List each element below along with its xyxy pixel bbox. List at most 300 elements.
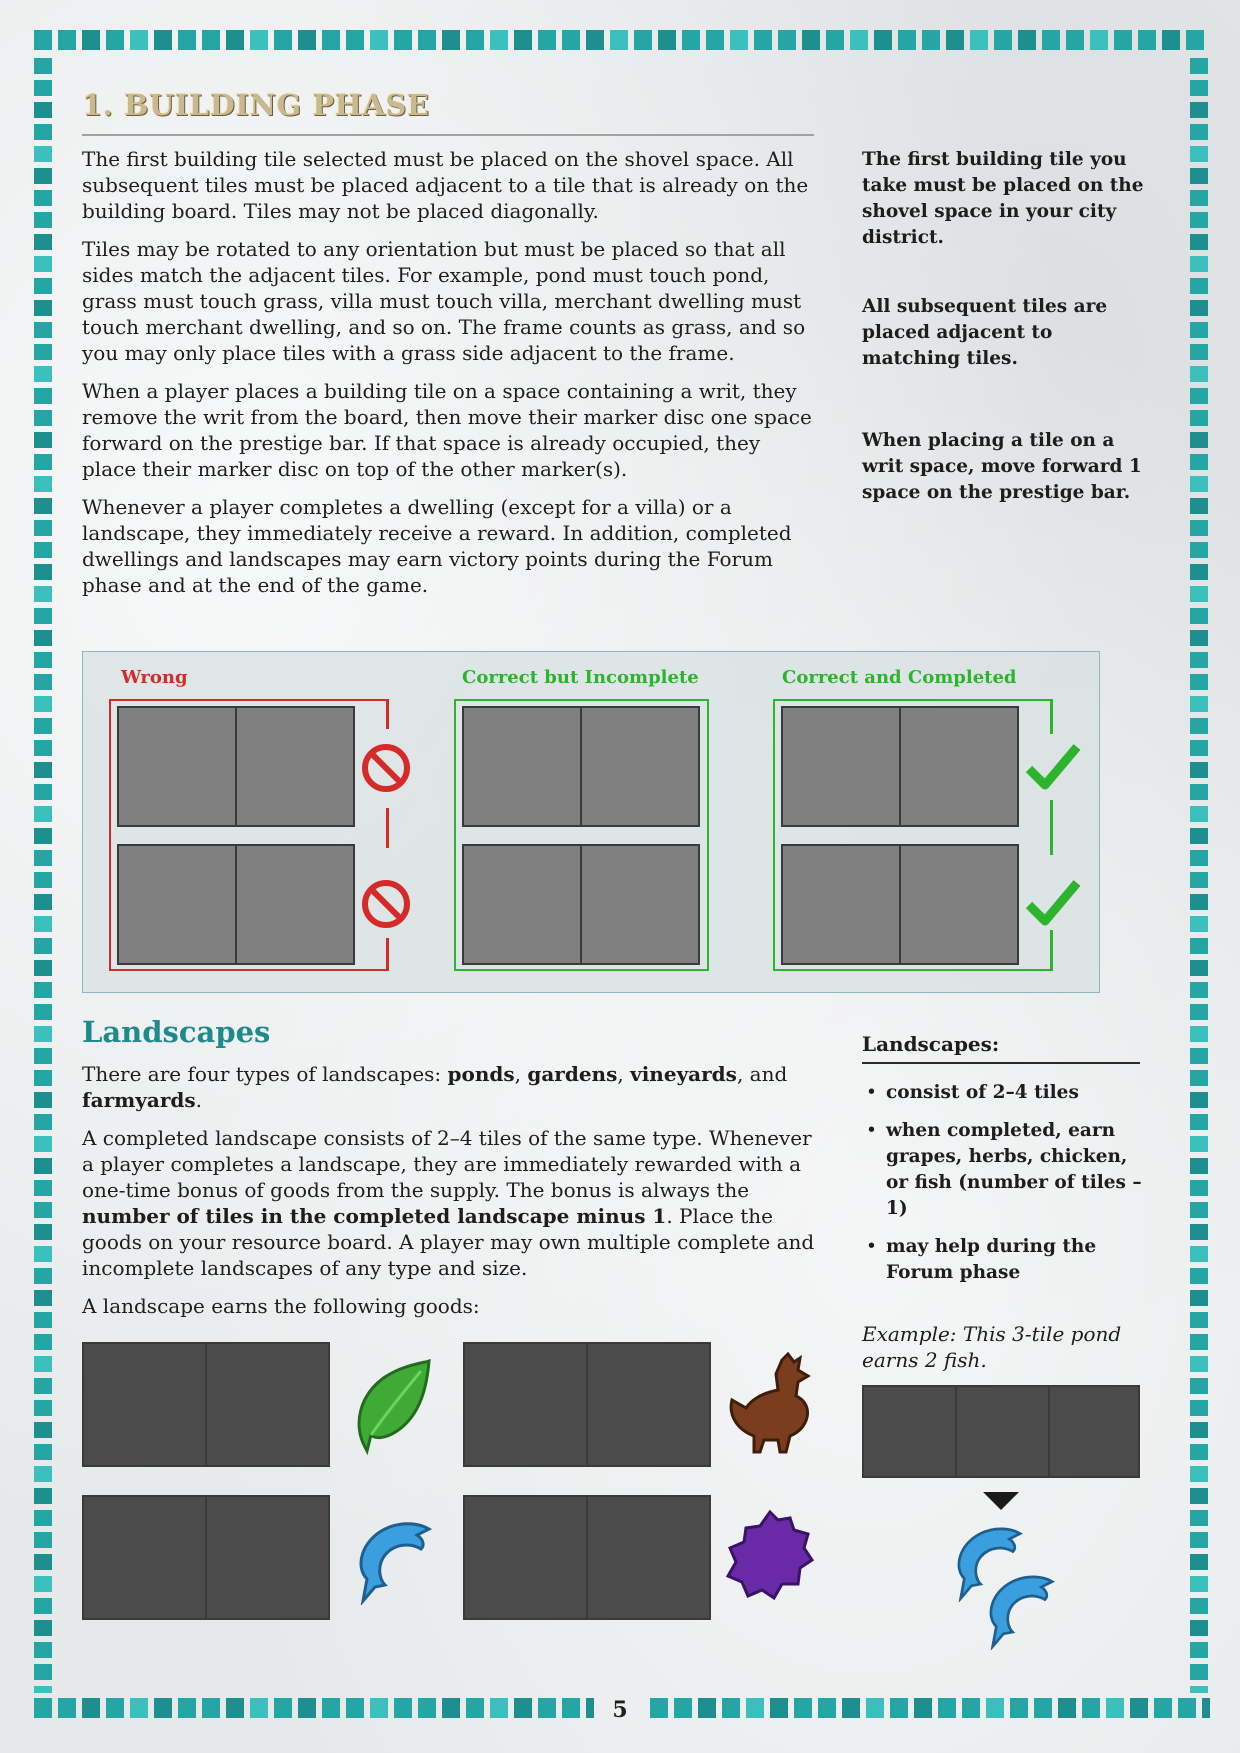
building-tile <box>580 844 700 965</box>
mosaic-tile <box>698 1698 716 1718</box>
mosaic-tile <box>1190 146 1208 162</box>
mosaic-tile <box>1190 124 1208 140</box>
label-incomplete: Correct but Incomplete <box>462 667 699 688</box>
mosaic-tile <box>1190 1620 1208 1636</box>
pond-tile <box>862 1385 957 1478</box>
mosaic-tile <box>538 1698 556 1718</box>
mosaic-tile <box>34 652 52 668</box>
mosaic-tile <box>34 256 52 272</box>
mosaic-tile <box>34 124 52 140</box>
mosaic-tile <box>1190 872 1208 888</box>
mosaic-tile <box>1190 894 1208 910</box>
mosaic-tile <box>842 1698 860 1718</box>
mosaic-tile <box>1190 652 1208 668</box>
mosaic-tile <box>1190 960 1208 976</box>
landscape-tile <box>205 1495 330 1620</box>
mosaic-tile <box>1178 1698 1196 1718</box>
paragraph: When a player places a building tile on a space containing a writ, they remove the writ from the board, then move their marker disc one space forward on the prestige bar. If that space is already occupied, they place their marker disc on top of the other marker(s). <box>82 379 812 481</box>
text: A completed landscape consists of 2–4 tiles of the same type. Whenever a player completes a landscape, they are immediately rewarded with a one-time bonus of goods from the supply. The bonus is always the <box>82 1126 812 1202</box>
mosaic-tile <box>418 1698 436 1718</box>
mosaic-tile <box>202 30 220 50</box>
mosaic-tile <box>1190 278 1208 294</box>
down-arrow-icon <box>983 1492 1019 1512</box>
mosaic-tile <box>34 498 52 514</box>
list-item: • when completed, earn grapes, herbs, chicken, or fish (number of tiles –1) <box>862 1118 1152 1222</box>
building-tile <box>781 706 901 827</box>
term-gardens: gardens <box>527 1062 618 1086</box>
mosaic-tile <box>1190 1180 1208 1196</box>
mosaic-tile <box>34 1620 52 1636</box>
mosaic-tile <box>322 30 340 50</box>
mosaic-tile <box>1190 608 1208 624</box>
term-ponds: ponds <box>447 1062 515 1086</box>
landscapes-sidebar-heading: Landscapes: <box>862 1032 1140 1064</box>
sidebar-note: When placing a tile on a writ space, move forward 1 space on the prestige bar. <box>862 430 1142 503</box>
mosaic-tile <box>34 1136 52 1152</box>
mosaic-tile <box>890 1698 908 1718</box>
mosaic-tile <box>898 30 916 50</box>
mosaic-tile <box>1190 784 1208 800</box>
mosaic-tile <box>34 1356 52 1372</box>
mosaic-tile <box>34 1224 52 1240</box>
mosaic-tile <box>1186 30 1204 50</box>
mosaic-tile <box>34 1444 52 1460</box>
mosaic-tile <box>250 30 268 50</box>
mosaic-tile <box>34 1400 52 1416</box>
mosaic-tile <box>938 1698 956 1718</box>
label-wrong: Wrong <box>121 667 188 688</box>
mosaic-tile <box>1190 520 1208 536</box>
mosaic-tile <box>34 1004 52 1020</box>
mosaic-tile <box>1190 1202 1208 1218</box>
mosaic-tile <box>826 30 844 50</box>
mosaic-tile <box>1190 1466 1208 1482</box>
herb-icon <box>345 1355 433 1455</box>
mosaic-tile <box>1066 30 1084 50</box>
mosaic-tile <box>34 1180 52 1196</box>
heading-rule <box>82 134 814 136</box>
mosaic-tile <box>1138 30 1156 50</box>
mosaic-tile <box>34 1642 52 1658</box>
mosaic-tile <box>106 1698 124 1718</box>
mosaic-tile <box>962 1698 980 1718</box>
mosaic-tile <box>1190 850 1208 866</box>
mosaic-tile <box>34 806 52 822</box>
mosaic-tile <box>1190 1510 1208 1526</box>
mosaic-tile <box>1190 542 1208 558</box>
mosaic-tile <box>34 168 52 184</box>
building-tile <box>899 844 1019 965</box>
mosaic-tile <box>1190 1576 1208 1592</box>
mosaic-tile <box>970 30 988 50</box>
mosaic-tile <box>34 1532 52 1548</box>
mosaic-tile <box>226 1698 244 1718</box>
left-border <box>34 58 54 1693</box>
mosaic-tile <box>178 30 196 50</box>
landscapes-heading: Landscapes <box>82 1015 271 1049</box>
text: . Place the goods on your resource board. A player may own multiple complete and incomplete landscapes of any type and size. <box>82 1204 815 1280</box>
mosaic-tile <box>1190 1642 1208 1658</box>
mosaic-tile <box>1190 586 1208 602</box>
mosaic-tile <box>1190 1048 1208 1064</box>
mosaic-tile <box>34 828 52 844</box>
mosaic-tile <box>34 300 52 316</box>
text: , and <box>736 1062 788 1086</box>
mosaic-tile <box>34 102 52 118</box>
mosaic-tile <box>442 30 460 50</box>
mosaic-tile <box>1190 410 1208 426</box>
mosaic-tile <box>34 1026 52 1042</box>
mosaic-tile <box>586 30 604 50</box>
mosaic-tile <box>370 30 388 50</box>
mosaic-tile <box>1190 80 1208 96</box>
mosaic-tile <box>1190 718 1208 734</box>
mosaic-tile <box>394 1698 412 1718</box>
mosaic-tile <box>34 388 52 404</box>
completed-frame-segment <box>1050 800 1053 855</box>
mosaic-tile <box>1190 828 1208 844</box>
mosaic-tile <box>34 1048 52 1064</box>
mosaic-tile <box>794 1698 812 1718</box>
mosaic-tile <box>274 1698 292 1718</box>
wrong-frame-segment <box>386 938 389 971</box>
prohibited-icon <box>361 743 411 793</box>
grape-icon <box>724 1508 816 1604</box>
mosaic-tile <box>1190 1356 1208 1372</box>
mosaic-tile <box>1190 1532 1208 1548</box>
mosaic-tile <box>1190 1092 1208 1108</box>
landscapes-rules <box>82 1125 817 1281</box>
mosaic-tile <box>1018 30 1036 50</box>
mosaic-tile <box>850 30 868 50</box>
mosaic-tile <box>34 1378 52 1394</box>
landscapes-bullet-list <box>862 1080 1152 1298</box>
label-completed: Correct and Completed <box>782 667 1017 688</box>
page-number: 5 <box>612 1697 628 1723</box>
building-tile <box>235 844 355 965</box>
mosaic-tile <box>1190 322 1208 338</box>
landscapes-goods-intro: A landscape earns the following goods: <box>82 1294 480 1318</box>
mosaic-tile <box>34 762 52 778</box>
mosaic-tile <box>1190 1246 1208 1262</box>
mosaic-tile <box>34 850 52 866</box>
mosaic-tile <box>674 1698 692 1718</box>
mosaic-tile <box>562 1698 580 1718</box>
mosaic-tile <box>1190 982 1208 998</box>
mosaic-tile <box>34 1312 52 1328</box>
section-heading: 1. BUILDING PHASE <box>82 88 430 122</box>
mosaic-tile <box>34 872 52 888</box>
text: There are four types of landscapes: <box>82 1062 448 1086</box>
mosaic-tile <box>34 520 52 536</box>
top-border <box>34 30 1210 52</box>
mosaic-tile <box>34 1488 52 1504</box>
mosaic-tile <box>490 30 508 50</box>
landscape-tile <box>82 1495 207 1620</box>
mosaic-tile <box>1202 1698 1210 1718</box>
mosaic-tile <box>1042 30 1060 50</box>
mosaic-tile <box>202 1698 220 1718</box>
mosaic-tile <box>562 30 580 50</box>
mosaic-tile <box>34 30 52 50</box>
mosaic-tile <box>34 982 52 998</box>
building-tile <box>462 844 582 965</box>
chicken-icon <box>724 1352 816 1456</box>
mosaic-tile <box>1190 674 1208 690</box>
mosaic-tile <box>1190 58 1208 74</box>
mosaic-tile <box>514 1698 532 1718</box>
bottom-border-left <box>34 1698 594 1720</box>
wrong-frame-segment <box>386 808 389 848</box>
mosaic-tile <box>1082 1698 1100 1718</box>
mosaic-tile <box>1190 1488 1208 1504</box>
building-tile <box>462 706 582 827</box>
mosaic-tile <box>1190 498 1208 514</box>
building-tile <box>235 706 355 827</box>
mosaic-tile <box>34 146 52 162</box>
sidebar-note: All subsequent tiles are placed adjacent to matching tiles. <box>862 296 1108 369</box>
mosaic-tile <box>490 1698 508 1718</box>
text: , <box>514 1062 528 1086</box>
mosaic-tile <box>1190 1070 1208 1086</box>
mosaic-tile <box>34 366 52 382</box>
mosaic-tile <box>922 30 940 50</box>
mosaic-tile <box>178 1698 196 1718</box>
text: , <box>617 1062 631 1086</box>
mosaic-tile <box>658 30 676 50</box>
mosaic-tile <box>34 212 52 228</box>
mosaic-tile <box>34 740 52 756</box>
mosaic-tile <box>1190 1114 1208 1130</box>
fish-icon <box>972 1560 1062 1650</box>
paragraph: Tiles may be rotated to any orientation but must be placed so that all sides match the adjacent tiles. For example, pond must touch pond, grass must touch grass, villa must touch villa, merchant dwelling must touch merchant dwelling, and so on. The frame counts as grass, and so you may only place tiles with a grass side adjacent to the frame. <box>82 237 806 365</box>
mosaic-tile <box>34 916 52 932</box>
mosaic-tile <box>34 1158 52 1174</box>
mosaic-tile <box>610 30 628 50</box>
paragraph: Whenever a player completes a dwelling (except for a villa) or a landscape, they immediately receive a reward. In addition, completed dwellings and landscapes may earn victory points during the Forum phase and at the end of the game. <box>82 495 792 597</box>
mosaic-tile <box>34 1510 52 1526</box>
mosaic-tile <box>298 1698 316 1718</box>
mosaic-tile <box>34 1664 52 1680</box>
bonus-rule: number of tiles in the completed landscape minus 1 <box>82 1204 667 1228</box>
pond-tile <box>955 1385 1050 1478</box>
building-tile <box>899 706 1019 827</box>
completed-frame-segment <box>1050 930 1053 971</box>
mosaic-tile <box>34 1246 52 1262</box>
mosaic-tile <box>82 1698 100 1718</box>
mosaic-tile <box>370 1698 388 1718</box>
bottom-border-right <box>650 1698 1210 1720</box>
mosaic-tile <box>1190 916 1208 932</box>
mosaic-tile <box>1010 1698 1028 1718</box>
mosaic-tile <box>1190 1664 1208 1680</box>
mosaic-tile <box>1190 366 1208 382</box>
mosaic-tile <box>466 1698 484 1718</box>
mosaic-tile <box>466 30 484 50</box>
mosaic-tile <box>994 30 1012 50</box>
mosaic-tile <box>1190 1334 1208 1350</box>
mosaic-tile <box>34 1576 52 1592</box>
checkmark-icon <box>1025 877 1081 929</box>
mosaic-tile <box>802 30 820 50</box>
mosaic-tile <box>1190 1554 1208 1570</box>
mosaic-tile <box>34 410 52 426</box>
landscape-tile <box>586 1495 711 1620</box>
mosaic-tile <box>34 1554 52 1570</box>
mosaic-tile <box>1190 1224 1208 1240</box>
mosaic-tile <box>1190 1444 1208 1460</box>
landscape-tile <box>463 1495 588 1620</box>
mosaic-tile <box>1190 432 1208 448</box>
right-border <box>1190 58 1210 1693</box>
mosaic-tile <box>866 1698 884 1718</box>
mosaic-tile <box>274 30 292 50</box>
building-tile <box>117 706 237 827</box>
mosaic-tile <box>730 30 748 50</box>
mosaic-tile <box>1190 190 1208 206</box>
landscape-tile <box>205 1342 330 1467</box>
mosaic-tile <box>34 718 52 734</box>
mosaic-tile <box>1190 1378 1208 1394</box>
mosaic-tile <box>1190 1312 1208 1328</box>
mosaic-tile <box>58 30 76 50</box>
mosaic-tile <box>1190 564 1208 580</box>
mosaic-tile <box>1190 388 1208 404</box>
mosaic-tile <box>34 674 52 690</box>
mosaic-tile <box>1190 1158 1208 1174</box>
mosaic-tile <box>34 58 52 74</box>
mosaic-tile <box>1190 102 1208 118</box>
mosaic-tile <box>706 30 724 50</box>
mosaic-tile <box>754 30 772 50</box>
mosaic-tile <box>1190 696 1208 712</box>
landscape-tile <box>463 1342 588 1467</box>
mosaic-tile <box>1190 1026 1208 1042</box>
mosaic-tile <box>58 1698 76 1718</box>
building-tile <box>580 706 700 827</box>
mosaic-tile <box>1190 212 1208 228</box>
mosaic-tile <box>34 784 52 800</box>
mosaic-tile <box>34 1202 52 1218</box>
mosaic-tile <box>106 30 124 50</box>
mosaic-tile <box>346 30 364 50</box>
mosaic-tile <box>34 1290 52 1306</box>
mosaic-tile <box>1190 1290 1208 1306</box>
text: . <box>195 1088 202 1112</box>
mosaic-tile <box>1190 630 1208 646</box>
mosaic-tile <box>538 30 556 50</box>
mosaic-tile <box>34 1686 52 1693</box>
mosaic-tile <box>770 1698 788 1718</box>
prohibited-icon <box>361 879 411 929</box>
landscapes-intro <box>82 1061 817 1113</box>
mosaic-tile <box>34 1070 52 1086</box>
mosaic-tile <box>586 1698 594 1718</box>
wrong-frame-segment <box>386 699 389 729</box>
mosaic-tile <box>34 322 52 338</box>
mosaic-tile <box>34 542 52 558</box>
term-farmyards: farmyards <box>82 1088 196 1112</box>
list-item: • consist of 2–4 tiles <box>862 1080 1152 1106</box>
mosaic-tile <box>34 1114 52 1130</box>
mosaic-tile <box>1190 454 1208 470</box>
mosaic-tile <box>154 30 172 50</box>
mosaic-tile <box>514 30 532 50</box>
mosaic-tile <box>34 894 52 910</box>
mosaic-tile <box>1154 1698 1172 1718</box>
mosaic-tile <box>1190 1686 1208 1693</box>
mosaic-tile <box>130 30 148 50</box>
mosaic-tile <box>778 30 796 50</box>
landscape-tile <box>586 1342 711 1467</box>
mosaic-tile <box>34 1598 52 1614</box>
mosaic-tile <box>34 1334 52 1350</box>
landscape-tile <box>82 1342 207 1467</box>
mosaic-tile <box>34 586 52 602</box>
mosaic-tile <box>1190 1268 1208 1284</box>
mosaic-tile <box>34 454 52 470</box>
mosaic-tile <box>1190 806 1208 822</box>
mosaic-tile <box>154 1698 172 1718</box>
mosaic-tile <box>34 1466 52 1482</box>
mosaic-tile <box>1190 234 1208 250</box>
mosaic-tile <box>1114 30 1132 50</box>
building-tile <box>117 844 237 965</box>
mosaic-tile <box>818 1698 836 1718</box>
landscapes-text <box>82 1061 817 1331</box>
mosaic-tile <box>1190 1400 1208 1416</box>
mosaic-tile <box>1190 1004 1208 1020</box>
building-phase-text <box>82 146 817 610</box>
mosaic-tile <box>1190 256 1208 272</box>
mosaic-tile <box>322 1698 340 1718</box>
mosaic-tile <box>34 1422 52 1438</box>
mosaic-tile <box>634 30 652 50</box>
mosaic-tile <box>34 564 52 580</box>
mosaic-tile <box>226 30 244 50</box>
mosaic-tile <box>34 278 52 294</box>
mosaic-tile <box>34 1698 52 1718</box>
mosaic-tile <box>1190 1136 1208 1152</box>
example-caption: Example: This 3-tile pond earns 2 fish. <box>862 1322 1122 1372</box>
mosaic-tile <box>34 344 52 360</box>
mosaic-tile <box>34 696 52 712</box>
mosaic-tile <box>746 1698 764 1718</box>
mosaic-tile <box>682 30 700 50</box>
mosaic-tile <box>34 938 52 954</box>
mosaic-tile <box>346 1698 364 1718</box>
mosaic-tile <box>34 608 52 624</box>
mosaic-tile <box>1090 30 1108 50</box>
mosaic-tile <box>34 1268 52 1284</box>
sidebar-note: The first building tile you take must be placed on the shovel space in your city district. <box>862 149 1144 248</box>
mosaic-tile <box>1034 1698 1052 1718</box>
completed-frame-segment <box>1050 699 1053 734</box>
mosaic-tile <box>1190 1422 1208 1438</box>
mosaic-tile <box>874 30 892 50</box>
mosaic-tile <box>722 1698 740 1718</box>
list-item: • may help during the Forum phase <box>862 1234 1152 1286</box>
mosaic-tile <box>1190 344 1208 360</box>
checkmark-icon <box>1025 741 1081 793</box>
mosaic-tile <box>34 476 52 492</box>
fish-icon <box>345 1505 435 1605</box>
mosaic-tile <box>1190 168 1208 184</box>
term-vineyards: vineyards <box>630 1062 737 1086</box>
mosaic-tile <box>1130 1698 1148 1718</box>
mosaic-tile <box>986 1698 1004 1718</box>
mosaic-tile <box>1106 1698 1124 1718</box>
